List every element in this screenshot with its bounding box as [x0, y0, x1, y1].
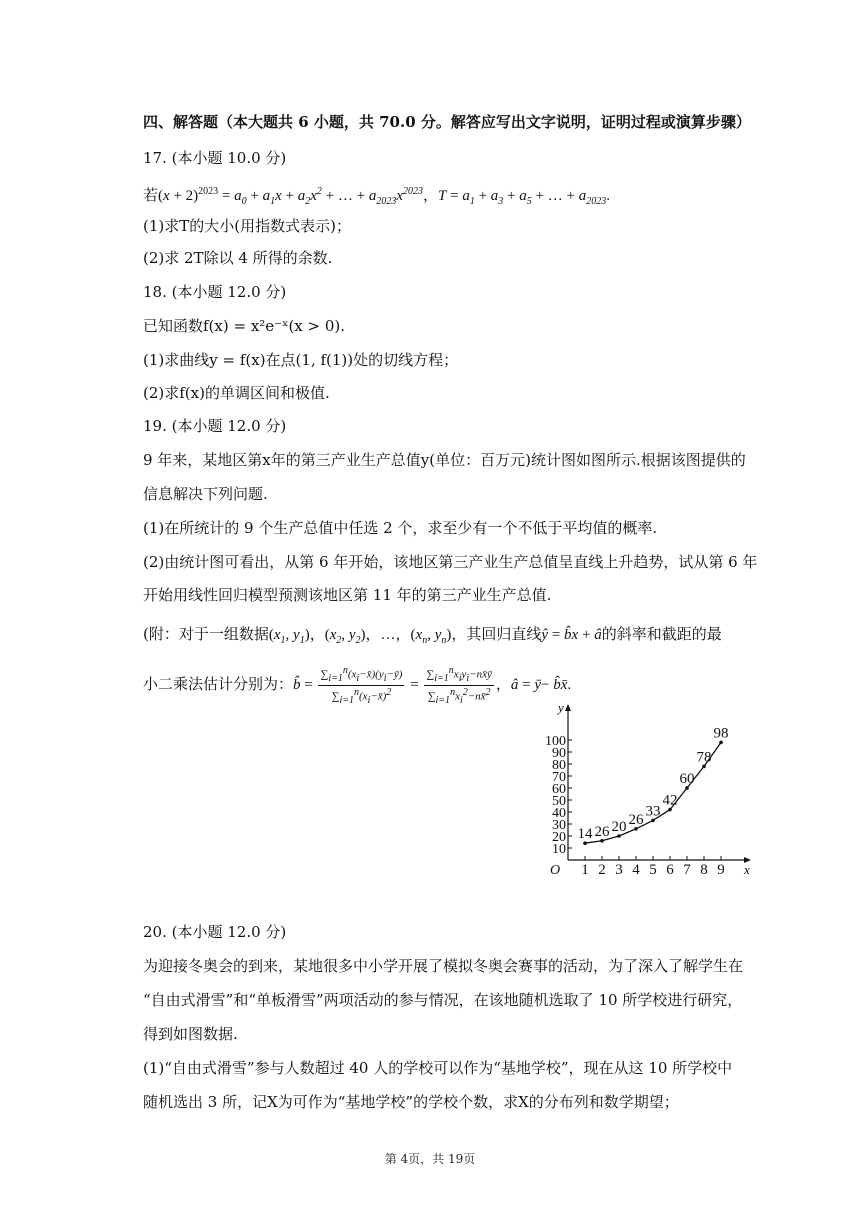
data-label: 14 — [577, 826, 593, 843]
question-20-header: 20. (本小题 12.0 分) — [143, 923, 287, 941]
y-axis-arrow — [565, 704, 571, 711]
x-tick-label: 5 — [649, 862, 657, 878]
y-tick-label: 70 — [552, 770, 566, 785]
question-19-stem-line2: 信息解决下列问题. — [143, 485, 268, 503]
y-tick-label: 100 — [545, 734, 566, 749]
question-19-part1: (1)在所统计的 9 个生产总值中任选 2 个，求至少有一个不低于平均值的概率. — [143, 519, 658, 537]
question-19-stem-line1: 9 年来，某地区第x年的第三产业生产总值y(单位：百万元)统计图如图所示.根据该图提供的 — [143, 451, 746, 469]
question-18-stem: 已知函数f(x) = x²e⁻ˣ(x > 0). — [143, 317, 346, 335]
x-tick-label: 4 — [632, 862, 640, 878]
data-label: 33 — [645, 803, 661, 820]
note-line1-c: 的斜率和截距的最 — [601, 625, 722, 643]
section-heading: 四、解答题（本大题共 6 小题，共 70.0 分。解答应写出文字说明，证明过程或演算步骤） — [143, 113, 751, 131]
question-19-header: 19. (本小题 12.0 分) — [143, 417, 287, 435]
y-tick-label: 40 — [552, 806, 566, 821]
page-footer: 第 4页，共 19页 — [384, 1152, 476, 1166]
question-19-note-line1 — [143, 624, 722, 651]
x-axis-label: x — [744, 862, 750, 877]
question-18-part2: (2)求f(x)的单调区间和极值. — [143, 384, 330, 402]
question-20-stem-line3: 得到如图数据. — [143, 1025, 238, 1043]
question-20-part1-line2: 随机选出 3 所，记X为可作为“基地学校”的学校个数，求X的分布列和数学期望； — [143, 1093, 679, 1111]
note-data-pairs: ($x_1$, $y_1$)，($x_2$, $y_2$)，…，($x_n$, $y_n$) — [268, 627, 452, 646]
regression-line-formula: ŷ = b̂x + â — [541, 627, 602, 643]
question-17-stem-prefix: 若 — [143, 186, 159, 204]
data-label: 26 — [594, 823, 610, 840]
x-tick-label: 1 — [581, 862, 589, 878]
data-label: 42 — [662, 792, 678, 809]
question-20-stem-line2: “自由式滑雪”和“单板滑雪”两项活动的参与情况，在该地随机选取了 10 所学校进行研究， — [143, 991, 743, 1009]
data-label: 20 — [611, 819, 627, 835]
data-label: 60 — [679, 771, 695, 787]
note-line2-a: 小二乘法估计分别为： — [143, 674, 294, 693]
data-label: 98 — [713, 725, 729, 742]
y-tick-label: 50 — [552, 794, 566, 809]
x-tick-label: 2 — [598, 862, 606, 878]
question-19-part2-line1: (2)由统计图可看出，从第 6 年开始，该地区第三产业生产总值呈直线上升趋势，试从第 6 年 — [143, 553, 758, 571]
question-17-part2: (2)求 2T除以 4 所得的余数. — [143, 249, 333, 267]
x-tick-label: 3 — [615, 862, 623, 878]
b-hat-formula: b̂ = $\frac{\sum_{i=1}^n(x_i-x̄)(y_i-ȳ)}{\sum_{i=1}^n(x_i-x̄)^2}$ = $\frac{\sum_{i=1}^nx_iy_i-nx̄ȳ}{\sum_{i=1}^nx_i^2-nx̄^2}$ ，â = ȳ− b̂x̄. — [293, 665, 572, 706]
origin-label: O — [550, 863, 561, 878]
x-tick-label: 7 — [683, 862, 691, 878]
y-tick-label: 90 — [552, 746, 566, 761]
x-tick-label: 9 — [717, 862, 725, 878]
y-axis-label: y — [558, 700, 564, 715]
question-19-part2-line2: 开始用线性回归模型预测该地区第 11 年的第三产业生产总值. — [143, 586, 552, 604]
production-value-chart — [545, 700, 758, 878]
x-tick-label: 8 — [700, 862, 708, 878]
question-17-stem — [143, 182, 610, 212]
question-17-formula: $(x + 2)^{2023} = a_0 + a_1x + a_2x^2$ + … + $a_{2023}x^{2023}$，$T = a_1 + a_3 + a_5$ + … + $a_{2023}$. — [158, 186, 610, 207]
y-tick-label: 60 — [552, 782, 566, 797]
question-17-header: 17. (本小题 10.0 分) — [143, 149, 287, 167]
y-tick-label: 80 — [552, 758, 566, 773]
y-tick-label: 20 — [552, 830, 566, 845]
y-tick-label: 30 — [552, 818, 566, 833]
y-tick-label: 10 — [552, 842, 566, 857]
data-label: 26 — [628, 811, 644, 828]
question-17-part1: (1)求T的大小(用指数式表示)； — [143, 217, 351, 235]
data-label: 78 — [696, 749, 712, 766]
question-20-part1-line1: (1)“自由式滑雪”参与人数超过 40 人的学校可以作为“基地学校”，现在从这 10 所学校中 — [143, 1059, 733, 1077]
note-line1-a: (附：对于一组数据 — [143, 625, 269, 643]
question-20-stem-line1: 为迎接冬奥会的到来，某地很多中小学开展了模拟冬奥会赛事的活动，为了深入了解学生在 — [143, 957, 744, 975]
question-18-header: 18. (本小题 12.0 分) — [143, 283, 287, 301]
note-line1-b: ，其回归直线 — [451, 625, 542, 643]
question-18-part1: (1)求曲线y = f(x)在点(1, f(1))处的切线方程； — [143, 351, 459, 369]
question-19-note-line2 — [143, 664, 571, 707]
x-tick-label: 6 — [666, 862, 674, 878]
